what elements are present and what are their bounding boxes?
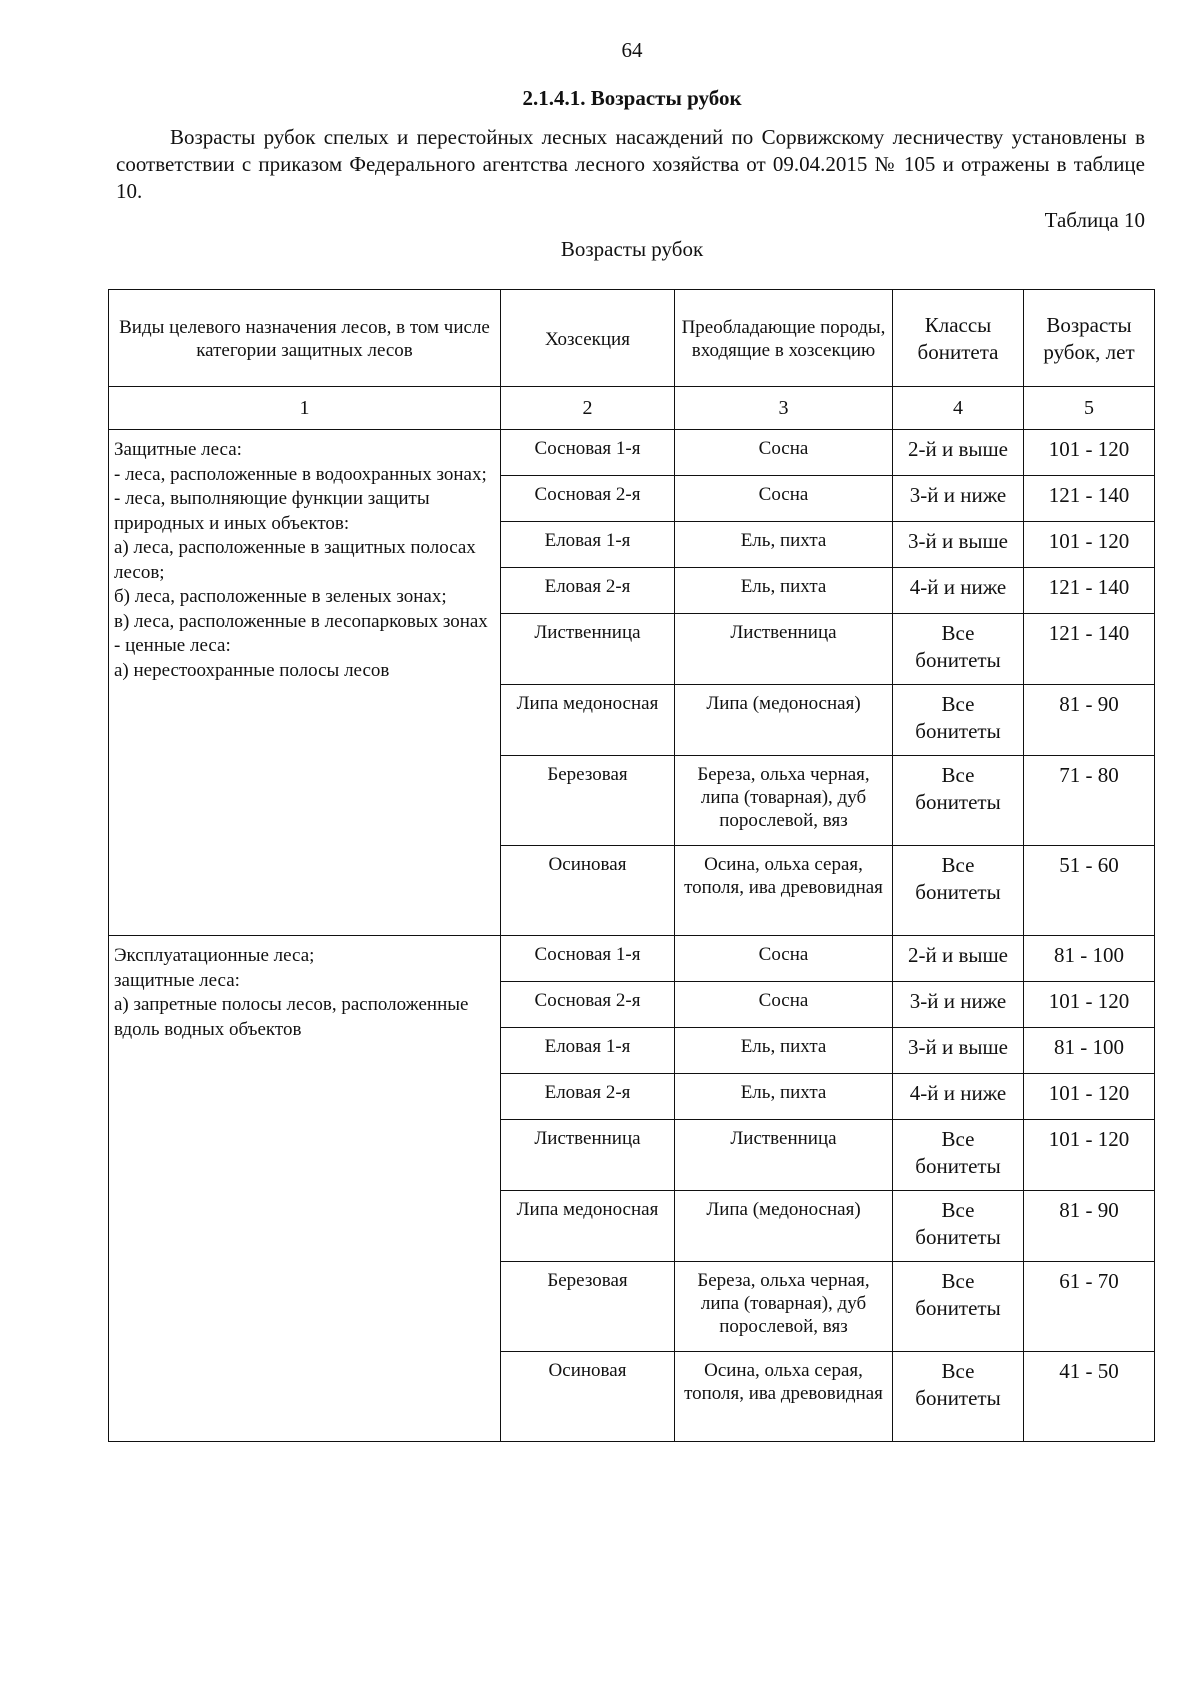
forest-category-line: в) леса, расположенные в лесопарковых зонах <box>114 610 488 632</box>
cutting-age-cell: 121 - 140 <box>1024 614 1155 685</box>
species-cell: Ель, пихта <box>675 568 893 614</box>
economic-section-cell: Сосновая 2-я <box>501 982 675 1028</box>
forest-category-line: - леса, расположенные в водоохранных зонах; <box>114 463 487 485</box>
bonitet-cell: 2-й и выше <box>893 430 1024 476</box>
bonitet-cell: 4-й и ниже <box>893 568 1024 614</box>
economic-section-cell: Еловая 1-я <box>501 1028 675 1074</box>
bonitet-cell: 3-й и выше <box>893 522 1024 568</box>
economic-section-cell: Лиственница <box>501 614 675 685</box>
column-number-row <box>109 387 1155 430</box>
species-cell: Береза, ольха черная, липа (товарная), дуб порослевой, вяз <box>675 756 893 846</box>
economic-section-cell: Сосновая 1-я <box>501 430 675 476</box>
species-cell: Сосна <box>675 430 893 476</box>
species-cell: Осина, ольха серая, тополя, ива древовидная <box>675 1352 893 1442</box>
column-number: 1 <box>109 387 501 430</box>
species-cell: Сосна <box>675 936 893 982</box>
species-cell: Лиственница <box>675 614 893 685</box>
economic-section-cell: Березовая <box>501 756 675 846</box>
economic-section-cell: Сосновая 1-я <box>501 936 675 982</box>
column-number: 5 <box>1024 387 1155 430</box>
bonitet-cell: Все бонитеты <box>893 614 1024 685</box>
species-cell: Лиственница <box>675 1120 893 1191</box>
economic-section-cell: Березовая <box>501 1262 675 1352</box>
cutting-age-cell: 121 - 140 <box>1024 568 1155 614</box>
cutting-age-cell: 101 - 120 <box>1024 430 1155 476</box>
cutting-ages-table-container <box>108 289 1155 1442</box>
cutting-age-cell: 101 - 120 <box>1024 982 1155 1028</box>
cutting-age-cell: 81 - 100 <box>1024 936 1155 982</box>
cutting-age-cell: 51 - 60 <box>1024 846 1155 936</box>
header-economic-section: Хозсекция <box>501 290 675 387</box>
header-bonitet-classes: Классы бонитета <box>893 290 1024 387</box>
economic-section-cell: Липа медоносная <box>501 685 675 756</box>
header-forest-purpose: Виды целевого назначения лесов, в том числе категории защитных лесов <box>109 290 501 387</box>
forest-category-line: - ценные леса: <box>114 635 231 656</box>
species-cell: Липа (медоносная) <box>675 1191 893 1262</box>
column-number: 4 <box>893 387 1024 430</box>
bonitet-cell: 2-й и выше <box>893 936 1024 982</box>
page-number: 64 <box>621 38 643 62</box>
forest-category-cell <box>109 430 501 936</box>
cutting-age-cell: 101 - 120 <box>1024 522 1155 568</box>
bonitet-cell: 3-й и ниже <box>893 982 1024 1028</box>
forest-category-line: - леса, выполняющие функции защиты природных и иных объектов: <box>114 488 430 534</box>
economic-section-cell: Сосновая 2-я <box>501 476 675 522</box>
forest-category-line: защитные леса: <box>114 969 240 991</box>
bonitet-cell: 4-й и ниже <box>893 1074 1024 1120</box>
column-number: 3 <box>675 387 893 430</box>
economic-section-cell: Еловая 2-я <box>501 1074 675 1120</box>
bonitet-cell: Все бонитеты <box>893 1191 1024 1262</box>
table-number: Таблица 10 <box>1044 208 1145 232</box>
table-body <box>109 430 1155 1442</box>
cutting-age-cell: 101 - 120 <box>1024 1074 1155 1120</box>
forest-category-line: Защитные леса: <box>114 439 242 460</box>
species-cell: Ель, пихта <box>675 1028 893 1074</box>
cutting-age-cell: 41 - 50 <box>1024 1352 1155 1442</box>
table-caption: Возрасты рубок <box>560 237 704 261</box>
bonitet-cell: Все бонитеты <box>893 846 1024 936</box>
cutting-age-cell: 71 - 80 <box>1024 756 1155 846</box>
forest-category-line: Эксплуатационные леса; <box>114 945 315 966</box>
header-species: Преобладающие породы, входящие в хозсекцию <box>675 290 893 387</box>
bonitet-cell: Все бонитеты <box>893 756 1024 846</box>
economic-section-cell: Лиственница <box>501 1120 675 1191</box>
species-cell: Осина, ольха серая, тополя, ива древовидная <box>675 846 893 936</box>
forest-category-line: а) леса, расположенные в защитных полосах лесов; <box>114 537 476 583</box>
cutting-age-cell: 101 - 120 <box>1024 1120 1155 1191</box>
cutting-ages-table <box>108 289 1155 1442</box>
species-cell: Сосна <box>675 982 893 1028</box>
forest-category-line: б) леса, расположенные в зеленых зонах; <box>114 586 447 607</box>
bonitet-cell: Все бонитеты <box>893 1262 1024 1352</box>
table-header-row <box>109 290 1155 387</box>
economic-section-cell: Еловая 1-я <box>501 522 675 568</box>
cutting-age-cell: 81 - 90 <box>1024 685 1155 756</box>
economic-section-cell: Осиновая <box>501 846 675 936</box>
economic-section-cell: Еловая 2-я <box>501 568 675 614</box>
cutting-age-cell: 61 - 70 <box>1024 1262 1155 1352</box>
forest-category-line: а) запретные полосы лесов, расположенные вдоль водных объектов <box>114 994 469 1040</box>
cutting-age-cell: 81 - 100 <box>1024 1028 1155 1074</box>
cutting-age-cell: 81 - 90 <box>1024 1191 1155 1262</box>
table-row <box>109 936 1155 982</box>
bonitet-cell: Все бонитеты <box>893 1352 1024 1442</box>
forest-category-line: а) нерестоохранные полосы лесов <box>114 659 390 681</box>
species-cell: Ель, пихта <box>675 522 893 568</box>
section-title: 2.1.4.1. Возрасты рубок <box>522 86 742 110</box>
forest-category-cell <box>109 936 501 1442</box>
bonitet-cell: 3-й и ниже <box>893 476 1024 522</box>
bonitet-cell: Все бонитеты <box>893 685 1024 756</box>
economic-section-cell: Осиновая <box>501 1352 675 1442</box>
intro-paragraph: Возрасты рубок спелых и перестойных лесных насаждений по Сорвижскому лесничеству установлены в соответствии с приказом Федерального агентства лесного хозяйства от 09.04.2015 № 105 и отражены в таблице 10. <box>116 125 1145 203</box>
bonitet-cell: 3-й и выше <box>893 1028 1024 1074</box>
species-cell: Сосна <box>675 476 893 522</box>
species-cell: Липа (медоносная) <box>675 685 893 756</box>
bonitet-cell: Все бонитеты <box>893 1120 1024 1191</box>
cutting-age-cell: 121 - 140 <box>1024 476 1155 522</box>
species-cell: Береза, ольха черная, липа (товарная), дуб порослевой, вяз <box>675 1262 893 1352</box>
economic-section-cell: Липа медоносная <box>501 1191 675 1262</box>
species-cell: Ель, пихта <box>675 1074 893 1120</box>
header-cutting-age: Возрасты рубок, лет <box>1024 290 1155 387</box>
table-row <box>109 430 1155 476</box>
column-number: 2 <box>501 387 675 430</box>
